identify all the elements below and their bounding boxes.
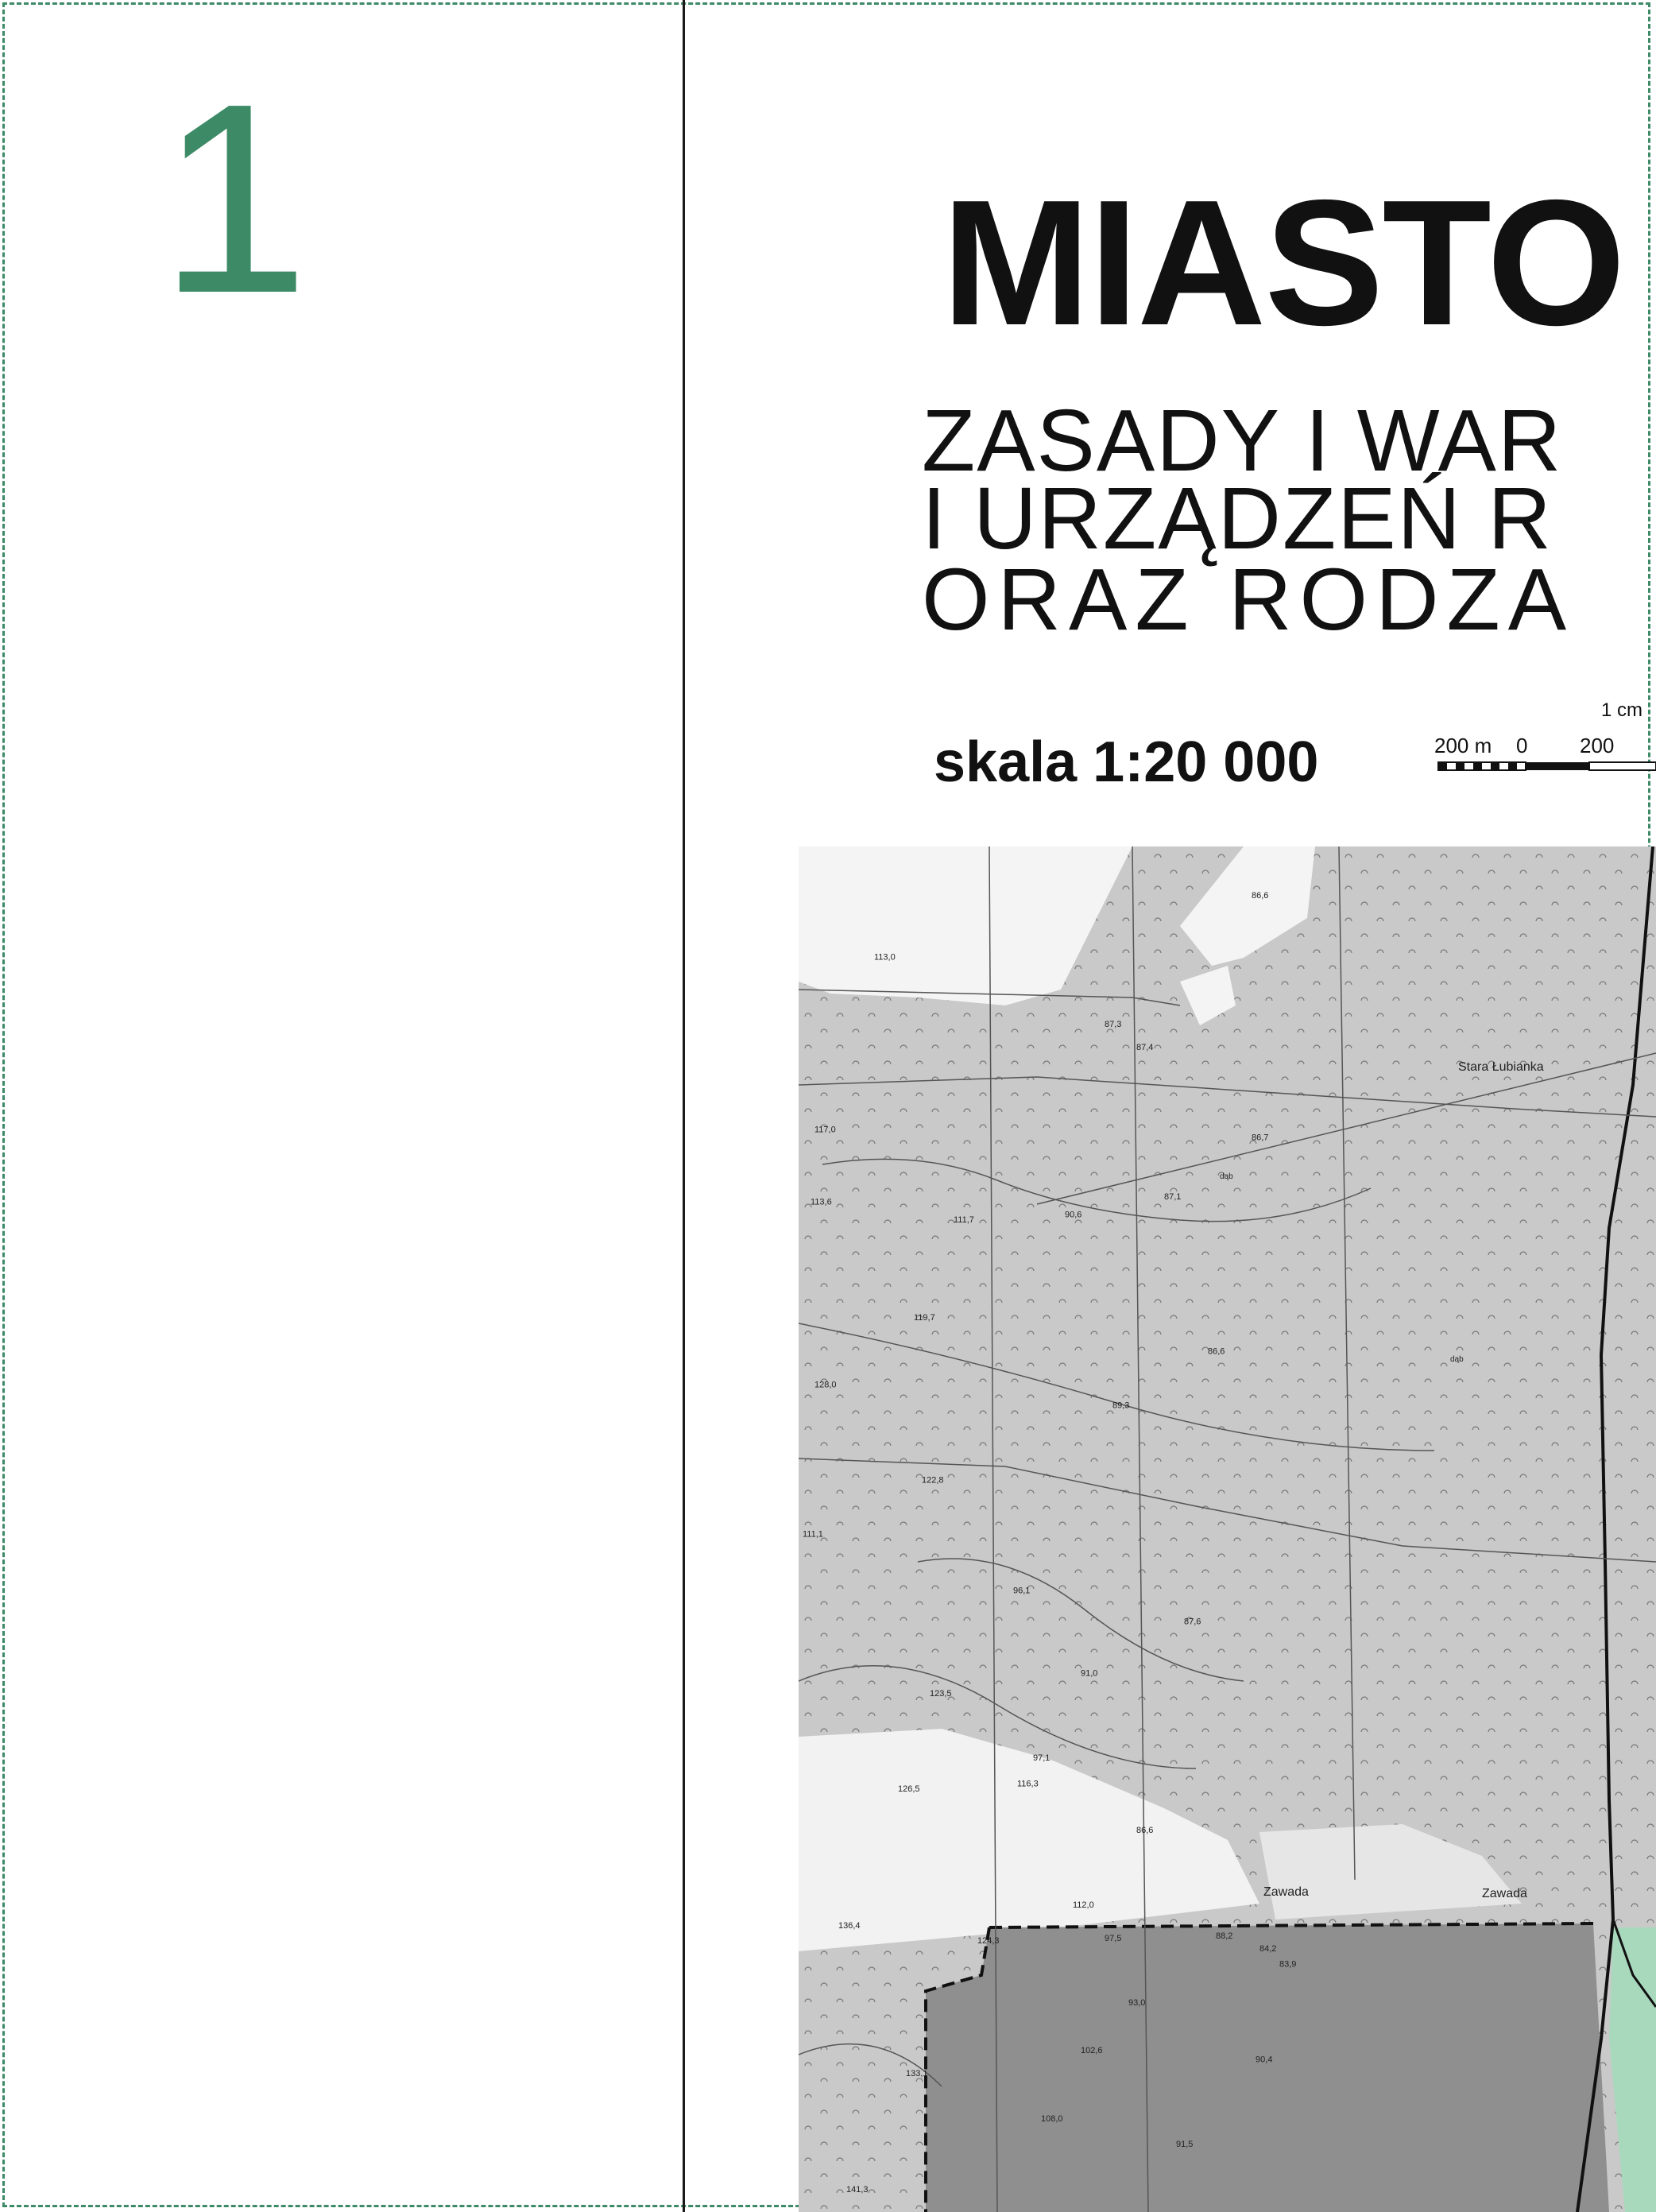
scale-unit-note: 1 cm	[1601, 699, 1643, 721]
topographic-map	[799, 846, 1656, 2212]
spot-height-label: 93,0	[1128, 1998, 1146, 2008]
spot-height-label: 123,5	[930, 1689, 952, 1699]
scale-tick-left: 200 m	[1434, 734, 1492, 757]
subtitle-line-2: I URZĄDZEŃ R	[922, 470, 1553, 568]
spot-height-label: 86,6	[1252, 890, 1269, 901]
spot-height-label: 87,3	[1105, 1019, 1122, 1029]
spot-height-label: 124,3	[977, 1936, 1000, 1947]
subtitle-line-1: ZASADY I WAR	[922, 392, 1563, 490]
spot-height-label: 91,0	[1081, 1668, 1098, 1679]
spot-height-label: 102,6	[1081, 2045, 1103, 2055]
boundary-zone	[926, 1923, 1609, 2212]
scale-tick-zero: 0	[1516, 734, 1528, 757]
place-name: Zawada	[1482, 1887, 1527, 1900]
spot-height-label: 113,6	[811, 1197, 832, 1207]
fold-line	[683, 0, 685, 2212]
place-name: Zawada	[1263, 1885, 1309, 1899]
place-name: Stara Łubianka	[1458, 1060, 1544, 1074]
map-title: MIASTO	[942, 162, 1624, 362]
forest-label: dąb	[1450, 1355, 1464, 1364]
spot-height-label: 89,3	[1112, 1400, 1130, 1411]
spot-height-label: 128,0	[814, 1380, 837, 1390]
spot-height-label: 84,2	[1259, 1943, 1277, 1954]
spot-height-label: 90,6	[1065, 1210, 1082, 1220]
spot-height-label: 87,1	[1164, 1191, 1182, 1202]
spot-height-label: 133,1	[906, 2069, 928, 2079]
spot-height-label: 87,4	[1136, 1042, 1154, 1052]
spot-height-label: 116,3	[1017, 1779, 1039, 1789]
forest-label: dąb	[1220, 1172, 1233, 1181]
spot-height-label: 83,9	[1279, 1959, 1297, 1970]
scale-tick-right: 200	[1580, 734, 1615, 757]
spot-height-label: 141,3	[846, 2184, 869, 2195]
subtitle-line-3: ORAZ RODZA	[922, 551, 1575, 649]
spot-height-label: 117,0	[814, 1125, 836, 1135]
spot-height-label: 126,5	[898, 1784, 920, 1795]
spot-height-label: 87,6	[1184, 1617, 1201, 1627]
spot-height-label: 122,8	[922, 1475, 944, 1486]
spot-height-label: 88,2	[1216, 1931, 1233, 1941]
spot-height-label: 111,7	[954, 1215, 974, 1226]
page-number: 1	[159, 48, 310, 350]
spot-height-label: 86,6	[1208, 1346, 1225, 1357]
spot-height-label: 112,0	[1073, 1900, 1094, 1910]
spot-height-label: 119,7	[914, 1313, 935, 1323]
map-canvas	[799, 846, 1656, 2212]
spot-height-label: 86,7	[1252, 1133, 1269, 1143]
spot-height-label: 96,1	[1013, 1586, 1031, 1596]
spot-height-label: 136,4	[838, 1920, 861, 1931]
spot-height-label: 97,5	[1105, 1934, 1122, 1943]
scale-bar	[1430, 695, 1656, 783]
spot-height-label: 113,0	[874, 952, 896, 963]
scale-label: skala 1:20 000	[934, 730, 1319, 794]
spot-height-label: 90,4	[1256, 2055, 1273, 2065]
spot-height-label: 108,0	[1041, 2113, 1063, 2124]
spot-height-label: 91,5	[1176, 2140, 1194, 2150]
spot-height-label: 111,1	[803, 1529, 823, 1540]
spot-height-label: 97,1	[1033, 1753, 1050, 1764]
spot-height-label: 86,6	[1136, 1825, 1154, 1835]
